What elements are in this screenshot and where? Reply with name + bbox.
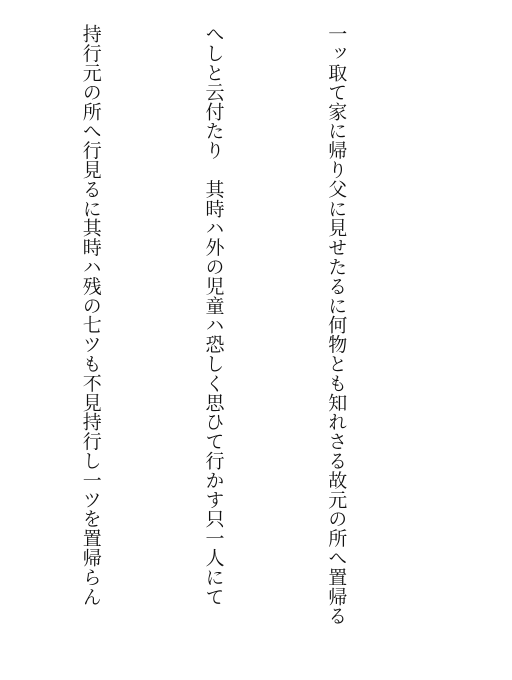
vertical-text-block bbox=[24, 24, 438, 626]
text-line-3: 持行元の所へ行見るに其時ハ残の七ツも不見持行し一ツを置帰らん bbox=[79, 24, 102, 606]
text-line-2: へしと云付たり 其時ハ外の児童ハ恐しく思ひて行かす只一人にて bbox=[202, 24, 225, 606]
text-line-1: 一ッ取て家に帰り父に見せたるに何物とも知れさる故元の所へ置帰る bbox=[325, 24, 348, 626]
